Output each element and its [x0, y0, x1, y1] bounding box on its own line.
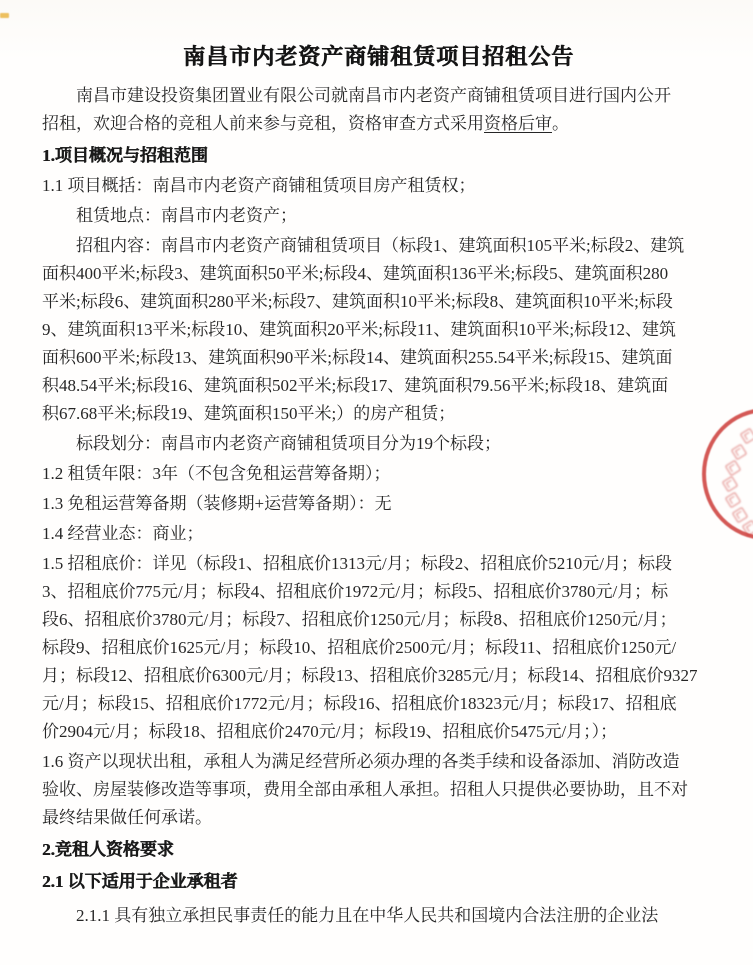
text-line: [42, 836, 715, 864]
text-line: [42, 520, 715, 548]
text-run: 验收、房屋装修改造等事项，费用全部由承租人承担。招租人只提供必要协助，且不对: [42, 780, 688, 799]
text-run: 租赁地点：南昌市内老资产；: [76, 206, 297, 225]
text-run: 价2904元/月；标段18、招租底价2470元/月；标段19、招租底价5475元/月；）；: [42, 722, 618, 741]
section-heading: [42, 142, 715, 170]
text-run: 1.3 免租运营筹备期（装修期+运营筹备期）：无: [42, 494, 392, 513]
seal-text-mark: [722, 476, 739, 493]
text-run: 南昌市建设投资集团置业有限公司就南昌市内老资产商铺租赁项目进行国内公开: [76, 86, 671, 105]
paragraph: [42, 490, 715, 518]
paragraph: [42, 202, 715, 230]
text-run: 招租，欢迎合格的竞租人前来参与竞租，资格审查方式采用: [42, 114, 484, 133]
text-run: 月；标段12、招租底价6300元/月；标段13、招租底价3285元/月；标段14、招租底价9327: [42, 666, 698, 685]
text-line: [42, 634, 715, 662]
text-run: 1.项目概况与招租范围: [42, 146, 208, 165]
text-run: 9、建筑面积13平米;标段10、建筑面积20平米;标段11、建筑面积10平米;标段12、建筑: [42, 320, 677, 339]
paragraph: [42, 550, 715, 746]
text-line: [42, 172, 715, 200]
text-run: 3、招租底价775元/月；标段4、招租底价1972元/月；标段5、招租底价3780元/月；标: [42, 582, 669, 601]
text-run: 1.6 资产以现状出租，承租人为满足经营所必须办理的各类手续和设备添加、消防改造: [42, 752, 680, 771]
paragraph: [42, 430, 715, 458]
text-line: [42, 690, 715, 718]
text-line: [42, 344, 715, 372]
text-run: 1.4 经营业态：商业；: [42, 524, 204, 543]
text-run: 2.竞租人资格要求: [42, 840, 174, 859]
seal-text-mark: [725, 492, 742, 509]
text-line: [42, 110, 715, 138]
text-line: [42, 400, 715, 428]
section-heading: [42, 836, 715, 864]
seal-text-mark: [742, 520, 753, 537]
text-run: 1.2 租赁年限：3年（不包含免租运营筹备期）；: [42, 464, 391, 483]
paragraph: [42, 902, 715, 930]
text-line: [42, 288, 715, 316]
text-line: [42, 202, 715, 230]
text-run: 2.1.1 具有独立承担民事责任的能力且在中华人民共和国境内合法注册的企业法: [76, 906, 659, 925]
text-run: 最终结果做任何承诺。: [42, 808, 212, 827]
text-line: [42, 316, 715, 344]
text-line: [42, 372, 715, 400]
text-line: [42, 82, 715, 110]
text-run: 段6、招租底价3780元/月；标段7、招租底价1250元/月；标段8、招租底价1250元/月；: [42, 610, 677, 629]
text-run: 面积600平米;标段13、建筑面积90平米;标段14、建筑面积255.54平米;标段15、建筑面: [42, 348, 673, 367]
text-line: [42, 718, 715, 746]
text-run: 1.1 项目概括：南昌市内老资产商铺租赁项目房产租赁权；: [42, 176, 476, 195]
text-line: [42, 804, 715, 832]
text-run: 积48.54平米;标段16、建筑面积502平米;标段17、建筑面积79.56平米;标段18、建筑面: [42, 376, 669, 395]
text-run: 标段9、招租底价1625元/月；标段10、招租底价2500元/月；标段11、招租底价1250元/: [42, 638, 677, 657]
section-heading: [42, 868, 715, 896]
text-run: 元/月；标段15、招租底价1772元/月；标段16、招租底价18323元/月；标段17、招租底: [42, 694, 677, 713]
text-line: [42, 606, 715, 634]
text-line: [42, 232, 715, 260]
text-line: [42, 460, 715, 488]
text-run: 1.5 招租底价：详见（标段1、招租底价1313元/月；标段2、招租底价5210元/月；标段: [42, 554, 672, 573]
paragraph: [42, 232, 715, 428]
document-title: 南昌市内老资产商铺租赁项目招租公告: [182, 44, 574, 69]
paragraph: [42, 748, 715, 832]
document-body: [42, 82, 715, 930]
seal-text-mark: [740, 428, 753, 445]
text-line: [42, 142, 715, 170]
text-run: 积67.68平米;标段19、建筑面积150平米;）的房产租赁；: [42, 404, 456, 423]
text-line: [42, 868, 715, 896]
text-line: [42, 578, 715, 606]
paragraph: [42, 172, 715, 200]
text-run: 招租内容：南昌市内老资产商铺租赁项目（标段1、建筑面积105平米;标段2、建筑: [76, 236, 685, 255]
text-run: 2.1 以下适用于企业承租者: [42, 872, 238, 891]
text-line: [42, 260, 715, 288]
text-run: 面积400平米;标段3、建筑面积50平米;标段4、建筑面积136平米;标段5、建筑面积280: [42, 264, 669, 283]
paragraph: [42, 82, 715, 138]
text-run: 。: [552, 114, 569, 133]
seal-text-mark: [725, 460, 742, 477]
paragraph: [42, 460, 715, 488]
underlined-text: 资格后审: [484, 114, 552, 133]
text-run: 标段划分：南昌市内老资产商铺租赁项目分为19个标段；: [76, 434, 501, 453]
text-run: 平米;标段6、建筑面积280平米;标段7、建筑面积10平米;标段8、建筑面积10平米;标段: [42, 292, 673, 311]
scan-artifact-mark: [0, 13, 9, 18]
text-line: [42, 902, 715, 930]
text-line: [42, 430, 715, 458]
text-line: [42, 748, 715, 776]
seal-text-mark: [731, 444, 748, 461]
text-line: [42, 490, 715, 518]
text-line: [42, 662, 715, 690]
paragraph: [42, 520, 715, 548]
seal-text-mark: [732, 507, 749, 524]
text-line: [42, 550, 715, 578]
text-line: [42, 776, 715, 804]
